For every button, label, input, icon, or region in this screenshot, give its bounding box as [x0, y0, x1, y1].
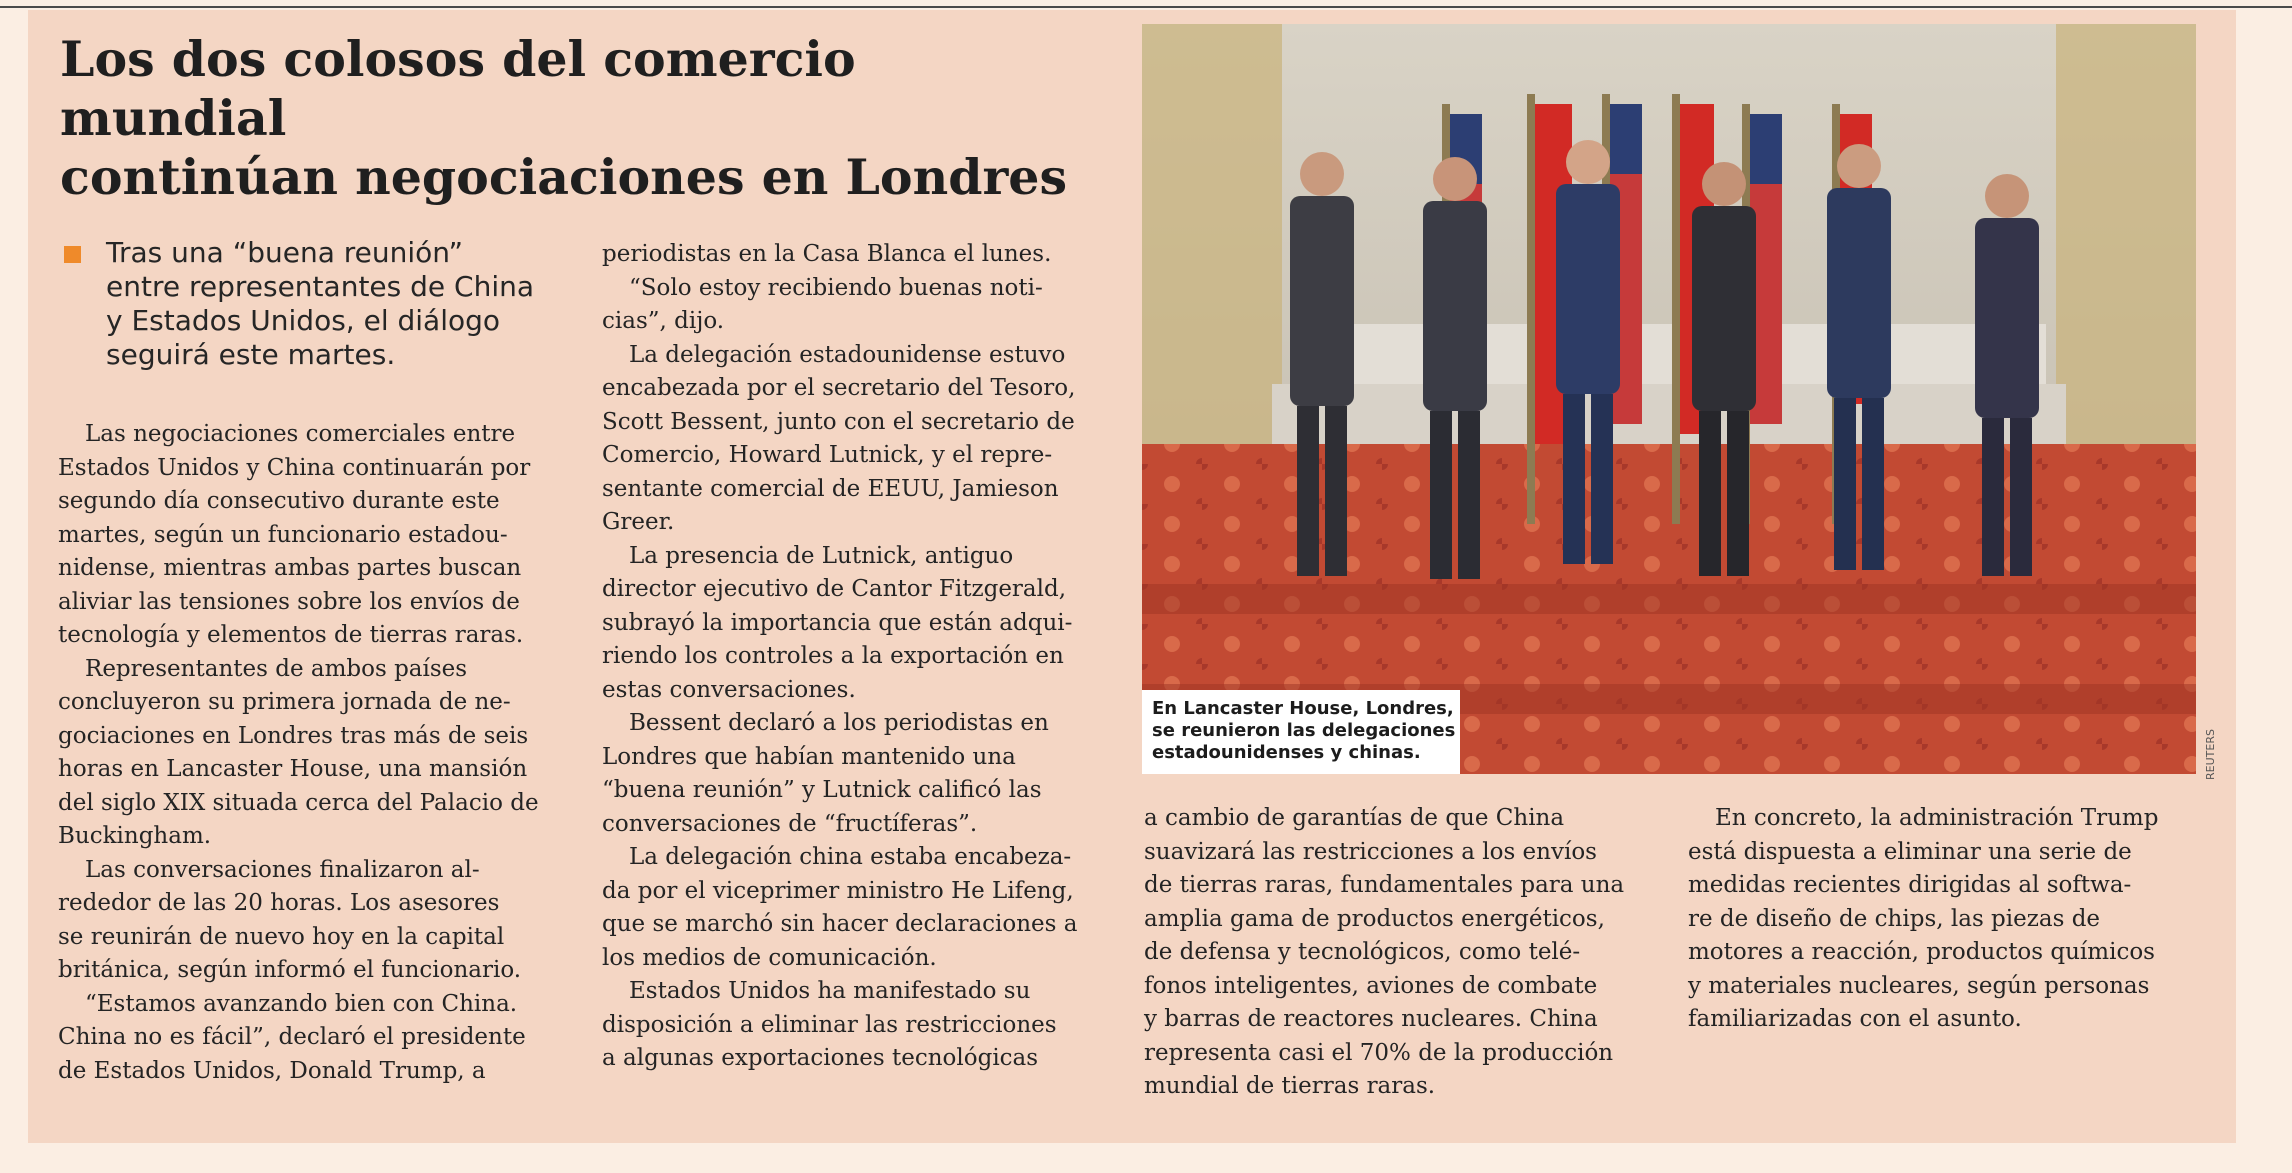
- paragraph: Bessent declaró a los periodistas en Londres que habían mantenido una “buena reunión” y Lutnick calificó las conversaciones de “fructíferas”.: [602, 710, 1049, 837]
- paragraph: periodistas en la Casa Blanca el lunes.: [602, 241, 1052, 267]
- stair-step: [1272, 384, 2066, 444]
- paragraph: Las negociaciones comerciales entre Estados Unidos y China continuarán por segundo día consecutivo durante este martes, según un funcionario estadou- nidense, mientras ambas partes buscan aliviar las tensiones sobre los envíos de tecnología y elementos de tierras raras.: [58, 421, 531, 648]
- photo-illustration: [1142, 24, 2196, 774]
- paragraph: “Estamos avanzando bien con China. China no es fácil”, declaró el presidente de Estados Unidos, Donald Trump, a: [58, 990, 526, 1084]
- carpet-step-shadow: [1142, 584, 2196, 614]
- paragraph: Estados Unidos ha manifestado su disposición a eliminar las restricciones a algunas exportaciones tecnológicas: [602, 978, 1057, 1071]
- page-margin-bottom: [0, 1143, 2292, 1173]
- text-column-2: [602, 238, 1112, 1076]
- paragraph: La presencia de Lutnick, antiguo director ejecutivo de Cantor Fitzgerald, subrayó la importancia que están adqui- riendo los controles a la exportación en estas conversaciones.: [602, 542, 1073, 703]
- photo-credit: REUTERS: [2204, 729, 2217, 780]
- paragraph: La delegación estadounidense estuvo encabezada por el secretario del Tesoro, Scott Bessent, junto con el secretario de Comercio, Howard Lutnick, y el repre- sentante comercial de EEUU, Jamieson Greer.: [602, 341, 1076, 535]
- text-column-4: [1688, 802, 2198, 1037]
- news-photo: [1142, 24, 2196, 774]
- text-column-1: [58, 418, 568, 1088]
- paragraph: Las conversaciones finalizaron al- rededor de las 20 horas. Los asesores se reunirán de nuevo hoy en la capital británica, según informó el funcionario.: [58, 856, 522, 983]
- lead-text: Tras una “buena reunión” entre representantes de China y Estados Unidos, el diálogo seguirá este martes.: [106, 236, 535, 371]
- top-rule: [0, 6, 2292, 8]
- paragraph: En concreto, la administración Trump está dispuesta a eliminar una serie de medidas recientes dirigidas al softwa- re de diseño de chips, las piezas de motores a reacción, productos químicos y materiales nucleares, según personas familiarizadas con el asunto.: [1688, 805, 2159, 1032]
- text-column-3: [1144, 802, 1654, 1104]
- page-margin-right: [2236, 10, 2292, 1143]
- photo-caption: En Lancaster House, Londres, se reunieron las delegaciones estadounidenses y chinas.: [1152, 698, 1456, 763]
- headline: Los dos colosos del comercio mundial continúan negociaciones en Londres: [60, 30, 1068, 206]
- paragraph: La delegación china estaba encabeza- da por el viceprimer ministro He Lifeng, que se marchó sin hacer declaraciones a los medios de comunicación.: [602, 844, 1078, 971]
- paragraph: Representantes de ambos países concluyeron su primera jornada de ne- gociaciones en Londres tras más de seis horas en Lancaster House, una mansión del siglo XIX situada cerca del Palacio de Buckingham.: [58, 655, 539, 849]
- paragraph: a cambio de garantías de que China suavizará las restricciones a los envíos de tierras raras, fundamentales para una amplia gama de productos energéticos, de defensa y tecnológicos, como telé- fonos inteligentes, aviones de combate y barras de reactores nucleares. China representa casi el 70% de la producción mundial de tierras raras.: [1144, 805, 1625, 1099]
- stair-step: [1292, 324, 2046, 384]
- paragraph: “Solo estoy recibiendo buenas noti- cias”, dijo.: [602, 274, 1043, 334]
- lead-bullet-square: [64, 246, 81, 263]
